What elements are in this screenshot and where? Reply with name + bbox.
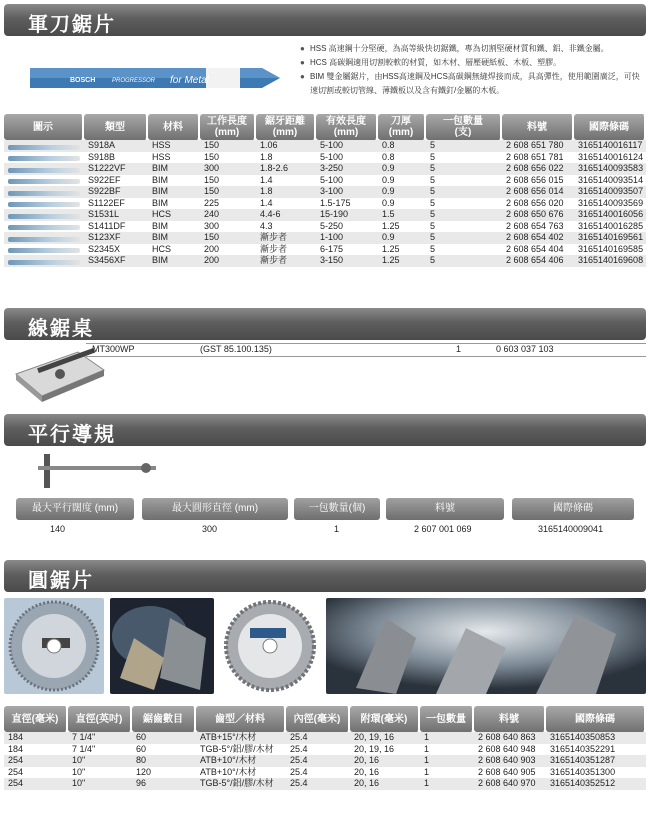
table-cell: 1.8 <box>256 186 316 198</box>
table-cell: 3165140169608 <box>574 255 646 267</box>
table-cell: 1 <box>420 732 474 744</box>
column-header: 鋸齒數目 <box>132 706 196 732</box>
blade-thumbnail <box>4 186 84 198</box>
table-cell: 3165140093514 <box>578 174 644 185</box>
table-cell: 3165140016056 <box>574 209 646 221</box>
guide-part-value: 2 607 001 069 <box>414 524 472 534</box>
table-cell: BIM <box>148 255 200 267</box>
table-cell: 15-190 <box>316 209 378 221</box>
table-row <box>4 152 646 164</box>
table-row <box>4 209 646 221</box>
column-header: 鋸牙距離 (mm) <box>256 114 316 140</box>
table-cell: 2 608 654 763 <box>506 220 564 231</box>
table-cell: 25.4 <box>286 755 350 767</box>
table-cell: 5 <box>430 174 436 185</box>
table-cell: 1.5-175 <box>320 197 351 208</box>
column-header: 工作長度 (mm) <box>200 114 256 140</box>
guide-header-ean: 國際條碼 <box>512 498 634 520</box>
divider <box>86 356 646 357</box>
table-cell: 60 <box>136 743 147 754</box>
guide-header-part: 料號 <box>386 498 504 520</box>
table-cell: 5 <box>426 163 502 175</box>
table-cell: 0.8 <box>382 151 395 162</box>
blade-icon <box>8 179 80 184</box>
table-cell: S918A <box>84 140 148 152</box>
note-bim: ● BIM 雙金屬鋸片，由HSS高速鋼及HCS高碳鋼無縫焊接而成，具高彈性，使用範圍廣泛，可快速切割或較切管線、薄鐵板以及含有鐵釘/金屬的木板。 <box>300 70 645 98</box>
table-cell: 1.8-2.6 <box>256 163 316 175</box>
table-cell: 25.4 <box>290 766 308 777</box>
table-cell: 3165140093569 <box>578 197 644 208</box>
table-cell: 150 <box>200 186 256 198</box>
table-cell: 6-175 <box>320 243 344 254</box>
guide-header-width: 最大平行闊度 (mm) <box>16 498 134 520</box>
blade-thumbnail <box>4 175 84 187</box>
table-cell: 184 <box>8 743 24 754</box>
table-row <box>4 732 646 744</box>
guide-header-diameter: 最大圓形直徑 (mm) <box>142 498 288 520</box>
table-cell: 25.4 <box>286 732 350 744</box>
divider <box>86 343 646 344</box>
note-hss: ● HSS 高速鋼十分堅硬，為高等級快切鋸鐵，專為切割堅硬材質和鐵、鋁、非鐵金屬。 <box>300 42 645 56</box>
table-cell: 3165140352512 <box>546 778 646 790</box>
table-cell: 3165140351287 <box>546 755 646 767</box>
section-title: 線鋸桌 <box>28 316 94 340</box>
material-notes <box>300 42 645 98</box>
jigsaw-table-model: MT300WP <box>92 344 135 354</box>
table-cell: S1531L <box>84 209 148 221</box>
circular-blade-table <box>4 706 646 790</box>
table-cell: 5 <box>430 243 436 254</box>
table-cell: 150 <box>204 151 220 162</box>
blade-thumbnail <box>4 140 84 152</box>
reciprocating-blade-table <box>4 114 646 267</box>
table-row <box>4 744 646 756</box>
table-row <box>4 767 646 779</box>
svg-text:for Metal: for Metal <box>170 75 209 86</box>
table-cell: 2 608 651 781 <box>506 151 564 162</box>
table-cell: BIM <box>148 186 200 198</box>
column-header: 一包數量 (支) <box>426 114 502 140</box>
blade-thumbnail <box>4 255 84 267</box>
table-cell: 3165140016285 <box>578 220 644 231</box>
table-cell: 0.9 <box>382 174 395 185</box>
table-cell: 10" <box>68 778 132 790</box>
table-cell: 3-250 <box>316 163 378 175</box>
table-cell: 10" <box>68 755 132 767</box>
section-header-circular <box>4 560 646 592</box>
table-cell: 254 <box>4 755 68 767</box>
table-cell: S922BF <box>84 186 148 198</box>
table-cell: HCS <box>148 209 200 221</box>
column-header: 國際條碼 <box>574 114 646 140</box>
table-cell: 150 <box>200 140 256 152</box>
circular-blade-photo-2 <box>110 598 214 694</box>
table-cell: 7 1/4" <box>68 732 132 744</box>
circular-blade-photo-3 <box>220 598 320 694</box>
column-header: 一包數量 <box>420 706 474 732</box>
svg-text:PROGRESSOR: PROGRESSOR <box>112 78 156 84</box>
column-header: 刀厚 (mm) <box>378 114 426 140</box>
table-row <box>4 232 646 244</box>
table-cell: 5 <box>430 197 436 208</box>
table-cell: BIM <box>152 220 169 231</box>
table-cell: 240 <box>200 209 256 221</box>
table-cell: 1.06 <box>256 140 316 152</box>
jigsaw-table-qty: 1 <box>456 344 462 354</box>
table-cell: S3456XF <box>84 255 148 267</box>
circular-blade-photo-1 <box>4 598 104 694</box>
table-cell: 1 <box>420 755 474 767</box>
table-row <box>4 244 646 256</box>
table-cell: 1.4 <box>260 174 273 185</box>
column-header: 有效長度 (mm) <box>316 114 378 140</box>
table-cell: 2 608 651 780 <box>502 140 574 152</box>
table-cell: 3165140016124 <box>578 151 644 162</box>
column-header: 直徑(英吋) <box>68 706 132 732</box>
table-cell: 2 608 640 863 <box>474 732 546 744</box>
table-row <box>4 140 646 152</box>
table-cell: ATB+15°/木材 <box>196 732 286 744</box>
blade-thumbnail <box>4 209 84 221</box>
table-cell: 5 <box>426 186 502 198</box>
table-cell: 0.9 <box>378 186 426 198</box>
table-cell: 0.9 <box>378 232 426 244</box>
column-header: 料號 <box>474 706 546 732</box>
blade-thumbnail <box>4 221 84 233</box>
blade-icon <box>8 156 80 161</box>
table-cell: 1.25 <box>378 255 426 267</box>
section-header-parallel-guide <box>4 414 646 446</box>
table-cell: 1.8 <box>260 151 273 162</box>
table-cell: 5 <box>426 209 502 221</box>
table-cell: 2 608 640 970 <box>474 778 546 790</box>
table-cell: 3165140351300 <box>550 766 616 777</box>
column-header: 齒型／材料 <box>196 706 286 732</box>
table-cell: 3165140169585 <box>578 243 644 254</box>
table-cell: TGB-5°/鋁/膠/木材 <box>196 778 286 790</box>
table-cell: 5 <box>426 255 502 267</box>
blade-icon <box>8 237 80 242</box>
table-cell: 1.25 <box>382 220 400 231</box>
reciprocating-blade-image <box>30 64 285 90</box>
table-cell: 184 <box>4 732 68 744</box>
table-cell: S123XF <box>84 232 148 244</box>
table-cell: 漸步者 <box>260 243 288 254</box>
table-cell: 20, 19, 16 <box>350 732 420 744</box>
table-cell: 1.25 <box>382 243 400 254</box>
table-row <box>4 778 646 790</box>
table-cell: 漸步者 <box>256 232 316 244</box>
table-cell: S918B <box>88 151 116 162</box>
table-row <box>4 163 646 175</box>
table-cell: 3165140093507 <box>574 186 646 198</box>
table-cell: 150 <box>200 232 256 244</box>
section-header-reciprocating <box>4 4 646 36</box>
table-cell: 300 <box>204 220 220 231</box>
table-cell: 80 <box>132 755 196 767</box>
blade-icon <box>8 191 80 196</box>
note-hcs: ● HCS 高碳鋼適用切割較軟的材質，如木材、層壓硬紙板、木板、塑膠。 <box>300 56 645 70</box>
table-cell: S922EF <box>88 174 121 185</box>
table-cell: BIM <box>148 163 200 175</box>
table-cell: 5 <box>426 140 502 152</box>
table-cell: 漸步者 <box>256 255 316 267</box>
section-header-jigsaw-table <box>4 308 646 340</box>
table-cell: 3-100 <box>316 186 378 198</box>
blade-icon <box>8 225 80 230</box>
table-cell: 254 <box>8 766 24 777</box>
table-cell: 1 <box>424 766 430 777</box>
table-cell: 3165140093583 <box>574 163 646 175</box>
table-cell: 0.9 <box>382 197 395 208</box>
table-cell: 2 608 656 015 <box>506 174 564 185</box>
guide-header-qty: 一包數量(個) <box>294 498 380 520</box>
blade-icon <box>8 260 80 265</box>
column-header: 材料 <box>148 114 200 140</box>
svg-text:BOSCH: BOSCH <box>70 77 96 84</box>
guide-qty-value: 1 <box>334 524 340 534</box>
guide-width-value: 140 <box>50 524 66 534</box>
table-cell: 2 608 654 404 <box>506 243 564 254</box>
blade-thumbnail <box>4 244 84 256</box>
table-cell: 2 608 656 020 <box>506 197 564 208</box>
table-cell: 5 <box>430 151 436 162</box>
column-header: 類型 <box>84 114 148 140</box>
column-header: 國際條碼 <box>546 706 646 732</box>
blade-icon <box>8 145 80 150</box>
blade-icon <box>8 202 80 207</box>
blade-thumbnail <box>4 163 84 175</box>
table-cell: BIM <box>152 197 169 208</box>
blade-thumbnail <box>4 232 84 244</box>
table-row <box>4 198 646 210</box>
jigsaw-table-compat: (GST 85.100.135) <box>200 344 272 354</box>
table-cell: 20, 19, 16 <box>354 743 395 754</box>
table-row <box>4 186 646 198</box>
table-cell: HSS <box>152 151 171 162</box>
table-cell: 254 <box>4 778 68 790</box>
table-cell: HCS <box>152 243 172 254</box>
table-cell: 10" <box>72 766 86 777</box>
table-cell: 0.8 <box>378 140 426 152</box>
table-cell: 96 <box>132 778 196 790</box>
column-header: 內徑(毫米) <box>286 706 350 732</box>
column-header: 附環(毫米) <box>350 706 420 732</box>
table-cell: 2 608 656 014 <box>502 186 574 198</box>
table-cell: 20, 16 <box>350 778 420 790</box>
table-cell: 25.4 <box>290 743 308 754</box>
table-cell: 2 608 640 948 <box>478 743 536 754</box>
section-title: 平行導規 <box>28 422 116 446</box>
table-cell: ATB+10°/木材 <box>196 755 286 767</box>
blade-icon <box>8 168 80 173</box>
table-cell: 3165140169561 <box>574 232 646 244</box>
blade-thumbnail <box>4 152 84 164</box>
section-title: 軍刀鋸片 <box>28 12 116 36</box>
table-cell: 25.4 <box>286 778 350 790</box>
table-cell: 60 <box>132 732 196 744</box>
table-cell: 5-100 <box>316 140 378 152</box>
table-cell: 5 <box>426 232 502 244</box>
table-cell: 3165140352291 <box>550 743 616 754</box>
table-cell: BIM <box>152 174 169 185</box>
table-cell: 20, 16 <box>354 766 380 777</box>
table-cell: 200 <box>200 255 256 267</box>
table-cell: 2 608 654 402 <box>502 232 574 244</box>
table-cell: 5-250 <box>320 220 344 231</box>
table-cell: 120 <box>136 766 152 777</box>
table-cell: 20, 16 <box>350 755 420 767</box>
table-row <box>4 175 646 187</box>
table-cell: 1-100 <box>316 232 378 244</box>
table-cell: 1.5 <box>378 209 426 221</box>
table-cell: S1122EF <box>88 197 125 208</box>
table-cell: 3165140016117 <box>574 140 646 152</box>
table-cell: 2 608 650 676 <box>502 209 574 221</box>
jigsaw-table-part: 0 603 037 103 <box>496 344 554 354</box>
table-cell: 2 608 640 903 <box>474 755 546 767</box>
blade-thumbnail <box>4 198 84 210</box>
table-cell: 7 1/4" <box>72 743 96 754</box>
table-cell: 300 <box>200 163 256 175</box>
guide-ean-value: 3165140009041 <box>538 524 604 534</box>
table-cell: HSS <box>148 140 200 152</box>
parallel-guide-image <box>34 450 164 490</box>
table-cell: 5-100 <box>320 151 344 162</box>
table-cell: ATB+10°/木材 <box>200 766 257 777</box>
table-cell: 2 608 656 022 <box>502 163 574 175</box>
table-cell: S2345X <box>88 243 121 254</box>
table-row <box>4 255 646 267</box>
table-cell: 150 <box>204 174 220 185</box>
section-title: 圓鋸片 <box>28 568 94 592</box>
blade-icon <box>8 248 80 253</box>
table-cell: 1 <box>420 778 474 790</box>
column-header: 直徑(毫米) <box>4 706 68 732</box>
table-row <box>4 755 646 767</box>
table-cell: 1.4 <box>260 197 273 208</box>
table-cell: 4.4-6 <box>256 209 316 221</box>
blade-icon <box>8 214 80 219</box>
table-cell: BIM <box>148 232 200 244</box>
table-cell: 225 <box>204 197 220 208</box>
table-cell: 4.3 <box>260 220 273 231</box>
table-row <box>4 221 646 233</box>
table-cell: 5 <box>430 220 436 231</box>
table-cell: 1 <box>424 743 430 754</box>
table-cell: 2 608 654 406 <box>502 255 574 267</box>
table-cell: 3165140350853 <box>546 732 646 744</box>
table-cell: TGB-5°/鋁/膠/木材 <box>200 743 274 754</box>
circular-blade-photo-4 <box>326 598 646 694</box>
table-cell: 2 608 640 905 <box>478 766 536 777</box>
table-cell: 200 <box>204 243 220 254</box>
table-cell: S1222VF <box>84 163 148 175</box>
table-cell: S1411DF <box>88 220 126 231</box>
table-cell: 3-150 <box>316 255 378 267</box>
table-cell: 0.9 <box>378 163 426 175</box>
column-header: 料號 <box>502 114 574 140</box>
guide-diameter-value: 300 <box>202 524 218 534</box>
table-cell: 5-100 <box>320 174 344 185</box>
column-header: 圖示 <box>4 114 84 140</box>
